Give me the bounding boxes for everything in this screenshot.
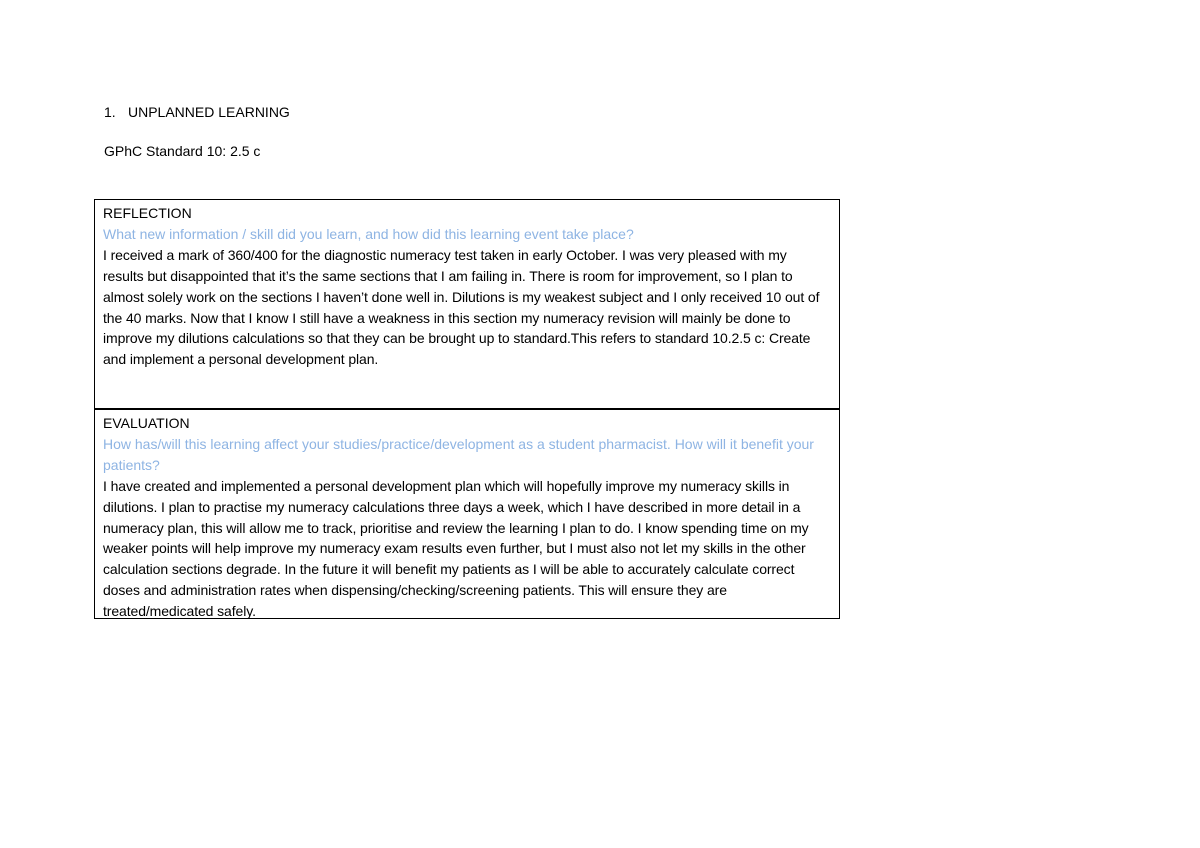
section-heading: [104, 104, 290, 120]
reflection-title: REFLECTION: [103, 205, 192, 221]
evaluation-answer: I have created and implemented a personal development plan which will hopefully improve my numeracy skills in dilutions. I plan to practise my numeracy calculations three days a week, which I have described in more detail in a numeracy plan, this will allow me to track, prioritise and review the learning I plan to do. I know spending time on my weaker points will help improve my numeracy exam results even further, but I must also not let my skills in the other calculation sections degrade. In the future it will benefit my patients as I will be able to accurately calculate correct doses and administration rates when dispensing/checking/screening patients. This will ensure they are treated/medicated safely. ______: [103, 477, 809, 620]
section-number: 1.: [104, 104, 116, 120]
reflection-answer: I received a mark of 360/400 for the diagnostic numeracy test taken in early October. I was very pleased with my results but disappointed that it’s the same sections that I am failing in. There is room for improvement, so I plan to almost solely work on the sections I haven’t done well in. Dilutions is my weakest subject and I only received 10 out of the 40 marks. Now that I know I still have a weakness in this section my numeracy revision will mainly be done to improve my dilutions calculations so that they can be brought up to standard.This refers to standard 10.2.5 c: Create and implement a personal development plan.: [103, 246, 820, 368]
gphc-standard: GPhC Standard 10: 2.5 c: [104, 143, 261, 159]
reflection-question: What new information / skill did you learn, and how did this learning event take place?: [103, 225, 634, 242]
evaluation-cell: [95, 410, 839, 618]
evaluation-question: How has/will this learning affect your studies/practice/development as a student pharmacist. How will it benefit your patients?: [103, 435, 814, 473]
evaluation-title: EVALUATION: [103, 415, 190, 431]
reflection-evaluation-table: [94, 199, 840, 619]
reflection-cell: [95, 200, 839, 410]
section-title: UNPLANNED LEARNING: [128, 104, 290, 120]
